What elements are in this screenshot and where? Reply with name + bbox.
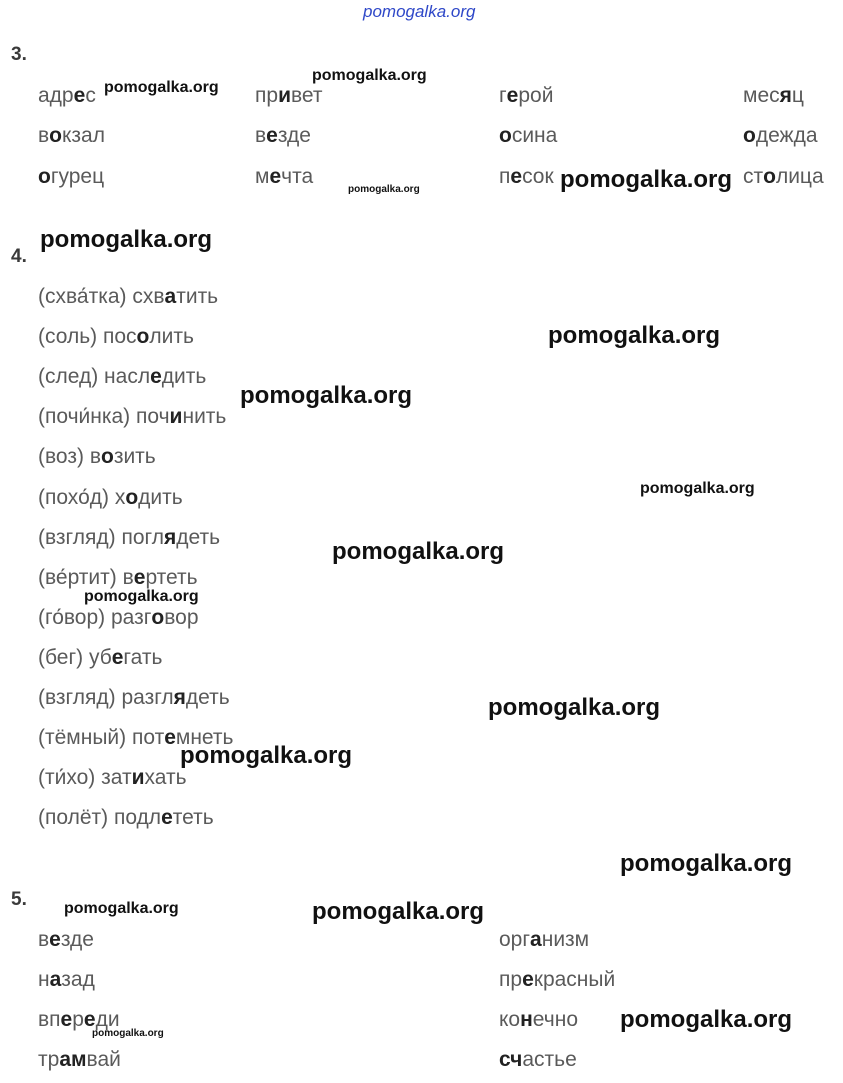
word-part: тр: [38, 1048, 60, 1071]
section-5-word: [38, 1008, 120, 1032]
highlighted-letter: ам: [59, 1048, 87, 1071]
word-part: адр: [38, 84, 74, 107]
highlighted-letter: я: [173, 686, 186, 709]
highlighted-letter: а: [164, 285, 177, 308]
highlighted-letter: о: [125, 485, 139, 509]
highlighted-letter: о: [49, 124, 62, 147]
highlighted-letter: е: [510, 165, 523, 188]
watermark: pomogalka.org: [92, 1028, 164, 1039]
word-part: мес: [743, 84, 780, 107]
section-5-word: [499, 1048, 577, 1072]
section-4-line: [38, 365, 206, 389]
watermark: pomogalka.org: [240, 382, 413, 409]
watermark: pomogalka.org: [640, 480, 755, 497]
section-4-line: [38, 766, 187, 790]
highlighted-letter: я: [779, 84, 792, 107]
word-part: дить: [138, 485, 183, 509]
section-3-word: [499, 124, 557, 148]
word-part: н: [38, 968, 50, 991]
highlighted-letter: е: [269, 165, 282, 188]
section-3-number: 3.: [11, 44, 27, 65]
section-3-word: [743, 84, 804, 108]
section-5-word: [499, 968, 615, 992]
highlighted-letter: е: [506, 84, 519, 107]
highlighted-letter: а: [530, 928, 542, 951]
word-part: в: [38, 928, 50, 951]
watermark: pomogalka.org: [312, 67, 427, 84]
word-part: вай: [86, 1048, 121, 1071]
highlighted-letter: е: [150, 365, 162, 389]
section-3-word: [38, 165, 104, 189]
word-part: м: [255, 165, 270, 188]
section-4-line: [38, 486, 183, 510]
word-part: зад: [61, 968, 95, 991]
word-part: пр: [499, 968, 523, 991]
word-part: чта: [281, 165, 314, 188]
section-3-word: [255, 165, 313, 189]
section-4-line: [38, 285, 218, 309]
section-3-word: [38, 84, 96, 108]
word-part: вет: [290, 84, 323, 107]
word-part: ечно: [532, 1008, 578, 1031]
word-part: с: [85, 84, 96, 107]
section-4-line: [38, 526, 220, 550]
word-part: сина: [511, 124, 558, 147]
watermark: pomogalka.org: [312, 898, 485, 925]
watermark: pomogalka.org: [104, 79, 219, 96]
watermark: pomogalka.org: [332, 538, 505, 565]
word-part: мнеть: [175, 726, 234, 750]
highlighted-letter: и: [278, 84, 291, 107]
word-part: (бег) уб: [38, 645, 112, 669]
section-3-word: [38, 124, 105, 148]
word-part: п: [499, 165, 511, 188]
section-3-word: [255, 84, 323, 108]
word-part: (соль) пос: [38, 325, 137, 349]
word-part: зде: [60, 928, 94, 951]
word-part: вп: [38, 1008, 61, 1031]
highlighted-letter: и: [169, 405, 183, 429]
word-part: в: [255, 124, 267, 147]
section-4-line: [38, 445, 156, 469]
watermark: pomogalka.org: [620, 1006, 793, 1033]
highlighted-letter: я: [163, 525, 177, 549]
word-part: низм: [541, 928, 590, 951]
word-part: лица: [775, 165, 824, 188]
word-part: г: [499, 84, 507, 107]
word-part: ртеть: [145, 565, 198, 589]
word-part: теть: [172, 806, 214, 830]
word-part: нить: [182, 405, 227, 429]
word-part: рой: [518, 84, 554, 107]
highlighted-letter: о: [151, 605, 165, 629]
highlighted-letter: о: [100, 445, 114, 469]
word-part: зде: [277, 124, 311, 147]
word-part: красный: [533, 968, 616, 991]
section-4-line: [38, 566, 198, 590]
highlighted-letter: е: [60, 1008, 73, 1031]
highlighted-letter: и: [131, 766, 145, 790]
word-part: (схва́тка) схв: [38, 285, 165, 308]
highlighted-letter: е: [83, 1008, 96, 1031]
watermark: pomogalka.org: [620, 850, 793, 877]
highlighted-letter: н: [520, 1008, 533, 1031]
word-part: (тёмный) пот: [38, 726, 165, 750]
highlighted-letter: о: [499, 124, 512, 147]
section-5-word: [499, 928, 589, 952]
section-5-word: [38, 968, 95, 992]
watermark: pomogalka.org: [348, 184, 420, 195]
word-part: дежда: [755, 124, 818, 147]
word-part: (след) насл: [38, 365, 151, 389]
word-part: (почи́нка) поч: [38, 405, 170, 429]
section-4-number: 4.: [11, 246, 27, 267]
site-header-watermark: pomogalka.org: [363, 2, 476, 21]
word-part: деть: [185, 686, 230, 709]
word-part: орг: [499, 928, 531, 951]
watermark: pomogalka.org: [40, 226, 213, 253]
highlighted-letter: е: [73, 84, 86, 107]
section-3-word: [743, 124, 818, 148]
section-5-word: [38, 1048, 121, 1072]
highlighted-letter: о: [136, 325, 150, 349]
section-4-line: [38, 726, 233, 750]
word-part: деть: [176, 525, 221, 549]
word-part: (взгляд) погл: [38, 525, 164, 549]
highlighted-letter: е: [164, 726, 176, 750]
word-part: тить: [176, 285, 219, 308]
highlighted-letter: о: [743, 124, 756, 147]
word-part: (похо́д) х: [38, 485, 126, 509]
word-part: в: [38, 124, 50, 147]
word-part: гурец: [50, 165, 105, 188]
section-4-line: [38, 606, 199, 630]
highlighted-letter: е: [133, 565, 146, 589]
word-part: (го́вор) разг: [38, 605, 152, 629]
section-4-line: [38, 325, 194, 349]
highlighted-letter: о: [38, 165, 51, 188]
word-part: (полёт) подл: [38, 806, 162, 830]
word-part: ц: [791, 84, 804, 107]
word-part: сок: [522, 165, 554, 188]
watermark: pomogalka.org: [180, 742, 353, 769]
word-part: дить: [161, 365, 207, 389]
word-part: (ве́ртит) в: [38, 565, 134, 589]
highlighted-letter: е: [522, 968, 534, 991]
highlighted-letter: е: [266, 124, 278, 147]
watermark: pomogalka.org: [488, 694, 661, 721]
highlighted-letter: сч: [499, 1048, 523, 1071]
highlighted-letter: о: [763, 165, 776, 188]
section-4-line: [38, 405, 226, 429]
section-5-word: [499, 1008, 578, 1032]
highlighted-letter: е: [161, 806, 173, 830]
section-4-line: [38, 686, 230, 710]
word-part: кзал: [61, 124, 105, 147]
word-part: лить: [149, 325, 194, 349]
section-4-line: [38, 646, 162, 670]
word-part: (взгляд) разгл: [38, 686, 174, 709]
section-4-line: [38, 806, 214, 830]
section-3-word: [499, 84, 553, 108]
watermark: pomogalka.org: [64, 900, 179, 917]
section-5-word: [38, 928, 94, 952]
word-part: вор: [164, 605, 199, 629]
highlighted-letter: е: [111, 645, 124, 669]
word-part: пр: [255, 84, 279, 107]
section-3-word: [743, 165, 824, 189]
word-part: ст: [743, 165, 764, 188]
word-part: ко: [499, 1008, 521, 1031]
word-part: (ти́хо) зат: [38, 766, 132, 790]
word-part: астье: [522, 1048, 577, 1071]
word-part: зить: [113, 445, 156, 469]
word-part: гать: [123, 645, 163, 669]
watermark: pomogalka.org: [560, 166, 733, 193]
word-part: хать: [144, 766, 187, 790]
watermark: pomogalka.org: [548, 322, 721, 349]
word-part: р: [72, 1008, 84, 1031]
watermark: pomogalka.org: [84, 588, 199, 605]
highlighted-letter: а: [49, 968, 62, 991]
section-3-word: [499, 165, 554, 189]
highlighted-letter: е: [49, 928, 61, 951]
word-part: (воз) в: [38, 445, 101, 469]
section-3-word: [255, 124, 311, 148]
word-part: ди: [95, 1008, 120, 1031]
section-5-number: 5.: [11, 889, 27, 910]
